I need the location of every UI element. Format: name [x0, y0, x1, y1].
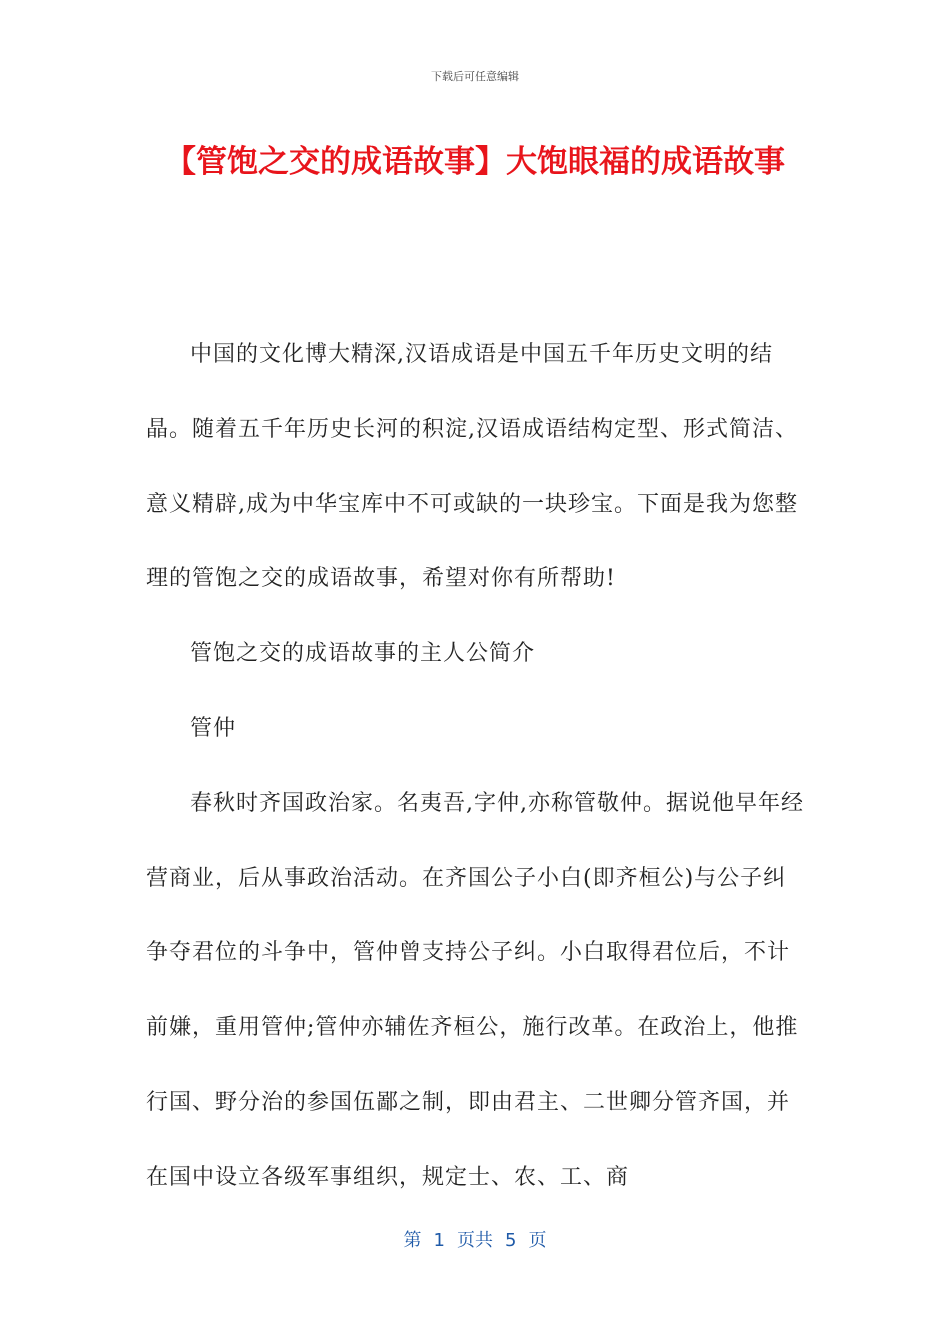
- paragraph-person-name: 管仲: [190, 715, 237, 741]
- page-header-note: 下载后可任意编辑: [431, 70, 519, 83]
- page-footer: [0, 1226, 950, 1252]
- footer-page-suffix: 页: [528, 1230, 547, 1251]
- document-title: 【管饱之交的成语故事】大饱眼福的成语故事: [165, 144, 785, 180]
- paragraph-biography: 春秋时齐国政治家。名夷吾,字仲,亦称管敬仲。据说他早年经营商业，后从事政治活动。在齐国公子小白(即齐桓公)与公子纠争夺君位的斗争中，管仲曾支持公子纠。小白取得君位后，不计前嫌，重用管仲;管仲亦辅佐齐桓公，施行改革。在政治上，他推行国、野分治的参国伍鄙之制，即由君主、二世卿分管齐国，并在国中设立各级军事组织，规定士、农、工、商: [146, 790, 804, 1190]
- footer-page-middle: 页共: [457, 1230, 493, 1251]
- paragraph-subheading: 管饱之交的成语故事的主人公简介: [190, 641, 536, 667]
- footer-page-number: 1: [433, 1230, 445, 1251]
- footer-page-prefix: 第: [403, 1230, 422, 1251]
- paragraph-intro: 中国的文化博大精深,汉语成语是中国五千年历史文明的结晶。随着五千年历史长河的积淀,汉语成语结构定型、形式简洁、意义精辟,成为中华宝库中不可或缺的一块珍宝。下面是我为您整理的管饱之交的成语故事，希望对你有所帮助!: [146, 342, 798, 592]
- footer-total-pages: 5: [505, 1230, 517, 1251]
- document-body: [146, 318, 806, 1216]
